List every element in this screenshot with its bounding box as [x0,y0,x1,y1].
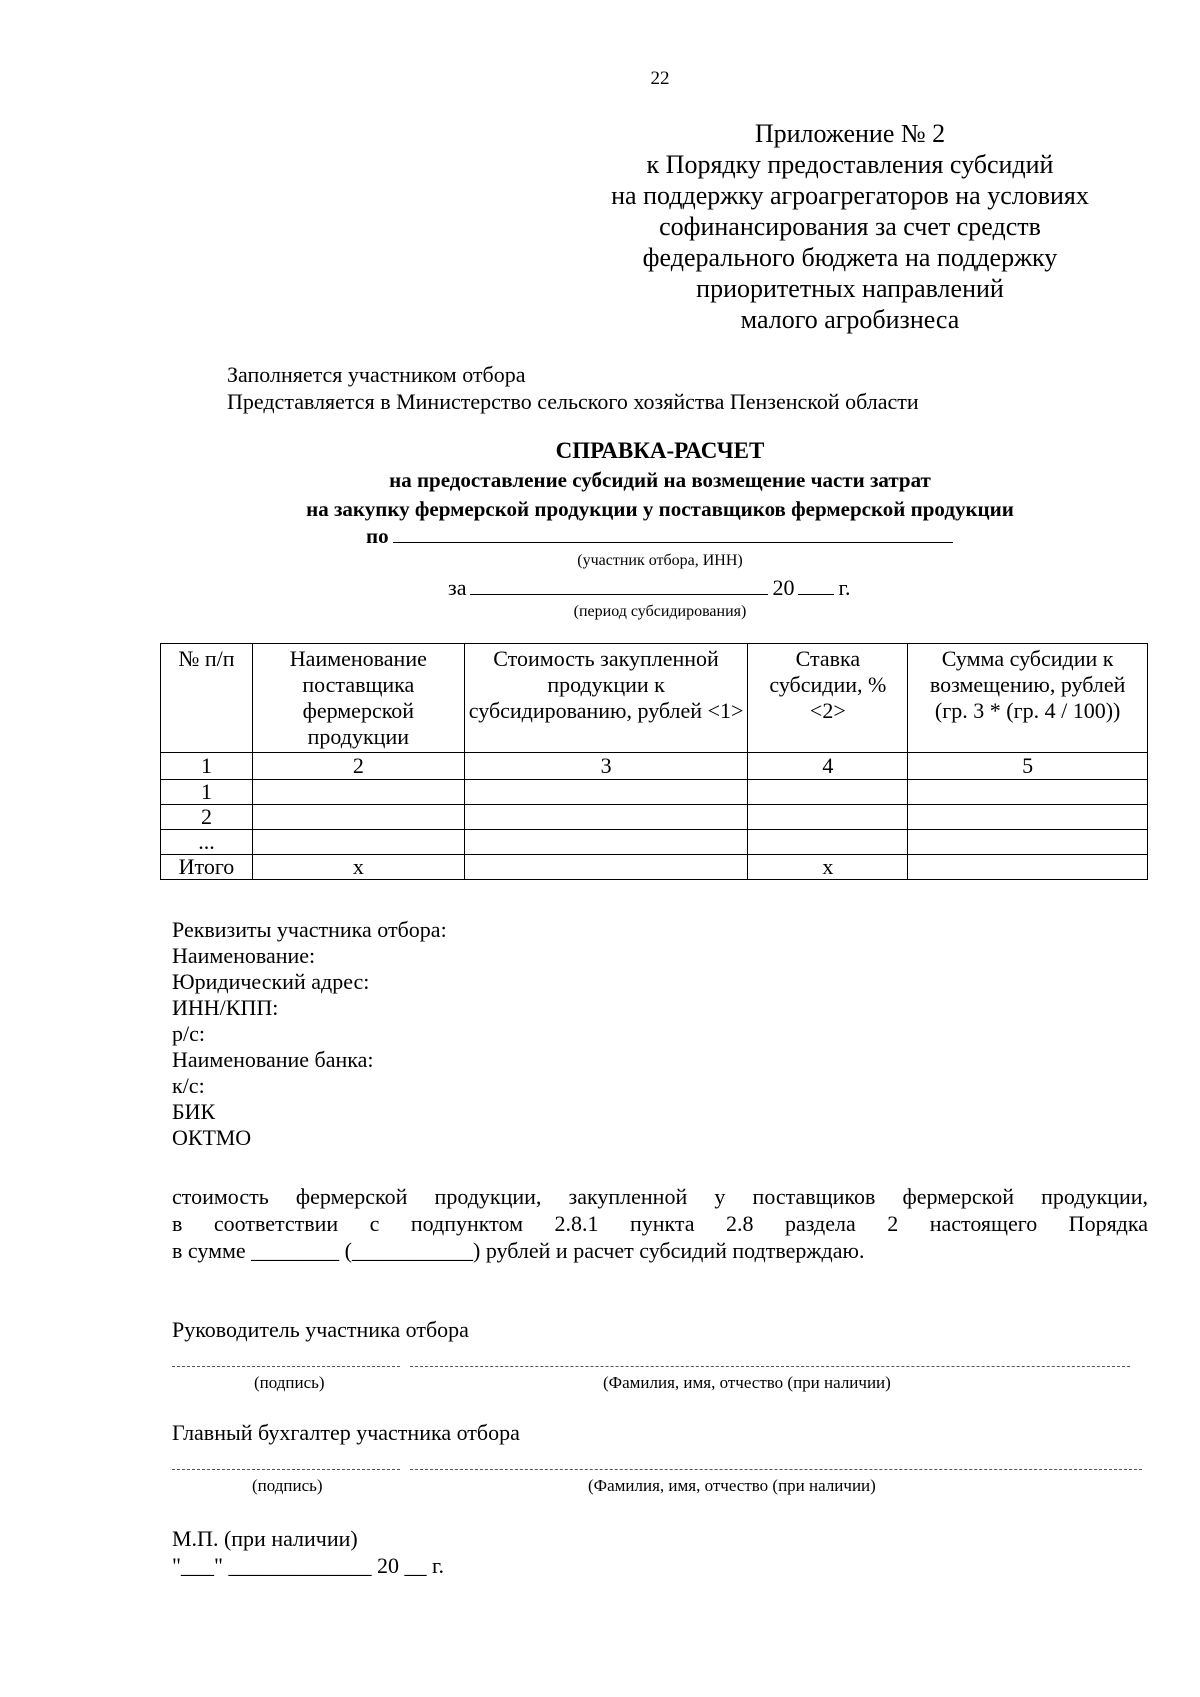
appendix-line: софинансирования за счет средств [659,212,1041,241]
table-cell[interactable] [908,805,1148,830]
table-cell[interactable] [748,830,908,855]
table-cell[interactable] [748,780,908,805]
confirmation-line: в соответствии с подпунктом 2.8.1 пункта 2.8 раздела 2 настоящего Порядка [172,1211,1148,1236]
appendix-line: приоритетных направлений [696,274,1004,303]
requisite-item: БИК [172,1099,216,1124]
appendix-line: к Порядку предоставления субсидий [646,150,1054,179]
year-suffix: г. [838,575,851,600]
requisite-item: Наименование банка: [172,1047,374,1072]
head-signature-caption: (подпись) [254,1373,325,1392]
table-header-row [161,644,1148,753]
year-prefix: 20 [772,575,795,600]
column-header: № п/п [161,644,253,753]
calculation-table [160,643,1148,880]
column-header: Ставка субсидии, % <2> [748,644,908,753]
table-cell[interactable] [252,780,464,805]
period-line [448,575,851,601]
confirmation-line: стоимость фермерской продукции, закупленной у поставщиков фермерской продукции, [172,1184,1148,1209]
accountant-name-caption: (Фамилия, имя, отчество (при наличии) [588,1476,876,1495]
table-cell: x [252,855,464,880]
column-header: Стоимость закупленной продукции к субсидированию, рублей <1> [464,644,748,753]
filled-by-note: Заполняется участником отбора [227,362,526,387]
po-label: по [366,524,389,548]
period-blank[interactable] [470,593,768,595]
table-cell[interactable] [908,855,1148,880]
column-number: 1 [161,753,253,780]
column-header: Наименование поставщика фермерской продукции [252,644,464,753]
column-number: 5 [908,753,1148,780]
column-number: 2 [252,753,464,780]
table-cell: 1 [161,780,253,805]
table-row [161,830,1148,855]
requisite-item: Юридический адрес: [172,969,370,994]
appendix-line: на поддержку агроагрегаторов на условиях [611,181,1089,210]
participant-blank[interactable] [393,541,953,543]
year-blank[interactable] [798,593,834,595]
table-cell[interactable] [464,855,748,880]
period-caption: (период субсидирования) [573,603,747,620]
page-number: 22 [650,68,670,89]
head-name-caption: (Фамилия, имя, отчество (при наличии) [603,1373,891,1392]
confirmation-paragraph [172,1183,1148,1264]
document-subtitle-2: на закупку фермерской продукции у поставщиков фермерской продукции [306,497,1014,521]
table-cell: ... [161,830,253,855]
accountant-signature-caption: (подпись) [252,1476,323,1495]
head-signature-label: Руководитель участника отбора [172,1317,469,1342]
document-title: СПРАВКА-РАСЧЕТ [555,438,765,463]
table-cell[interactable] [464,805,748,830]
column-number: 4 [748,753,908,780]
confirmation-line: в сумме ________ (___________) рублей и расчет субсидий подтверждаю. [172,1238,865,1263]
table-row [161,780,1148,805]
date-line: "___" _____________ 20 __ г. [172,1553,445,1578]
table-cell[interactable] [464,780,748,805]
participant-caption: (участник отбора, ИНН) [577,552,743,569]
table-cell[interactable] [464,830,748,855]
appendix-line: малого агробизнеса [740,305,960,334]
requisites-block [172,917,447,1151]
requisite-item: р/с: [172,1021,205,1046]
requisite-item: к/с: [172,1073,205,1098]
requisites-title: Реквизиты участника отбора: [172,917,447,942]
column-number: 3 [464,753,748,780]
requisite-item: ОКТМО [172,1125,252,1150]
column-number-row [161,753,1148,780]
table-cell: x [748,855,908,880]
table-cell[interactable] [748,805,908,830]
za-label: за [448,575,467,600]
table-total-row [161,855,1148,880]
document-subtitle-1: на предоставление субсидий на возмещение части затрат [389,468,931,492]
appendix-line: Приложение № 2 [754,119,946,148]
stamp-note: М.П. (при наличии) [172,1526,358,1551]
requisite-item: ИНН/КПП: [172,995,279,1020]
table-cell[interactable] [908,780,1148,805]
table-cell[interactable] [252,805,464,830]
table-cell[interactable] [908,830,1148,855]
table-cell: 2 [161,805,253,830]
table-cell[interactable] [252,830,464,855]
appendix-header [580,118,1120,335]
accountant-signature-field[interactable] [172,1469,400,1470]
submitted-to-note: Представляется в Министерство сельского хозяйства Пензенской области [227,389,919,414]
accountant-signature-label: Главный бухгалтер участника отбора [172,1420,520,1445]
column-header: Сумма субсидии к возмещению, рублей (гр. 3 * (гр. 4 / 100)) [908,644,1148,753]
participant-line [366,524,957,549]
table-cell: Итого [161,855,253,880]
accountant-name-field[interactable] [410,1469,1142,1470]
head-name-field[interactable] [410,1366,1130,1367]
table-row [161,805,1148,830]
appendix-line: федерального бюджета на поддержку [642,243,1058,272]
requisite-item: Наименование: [172,943,316,968]
head-signature-field[interactable] [172,1366,400,1367]
